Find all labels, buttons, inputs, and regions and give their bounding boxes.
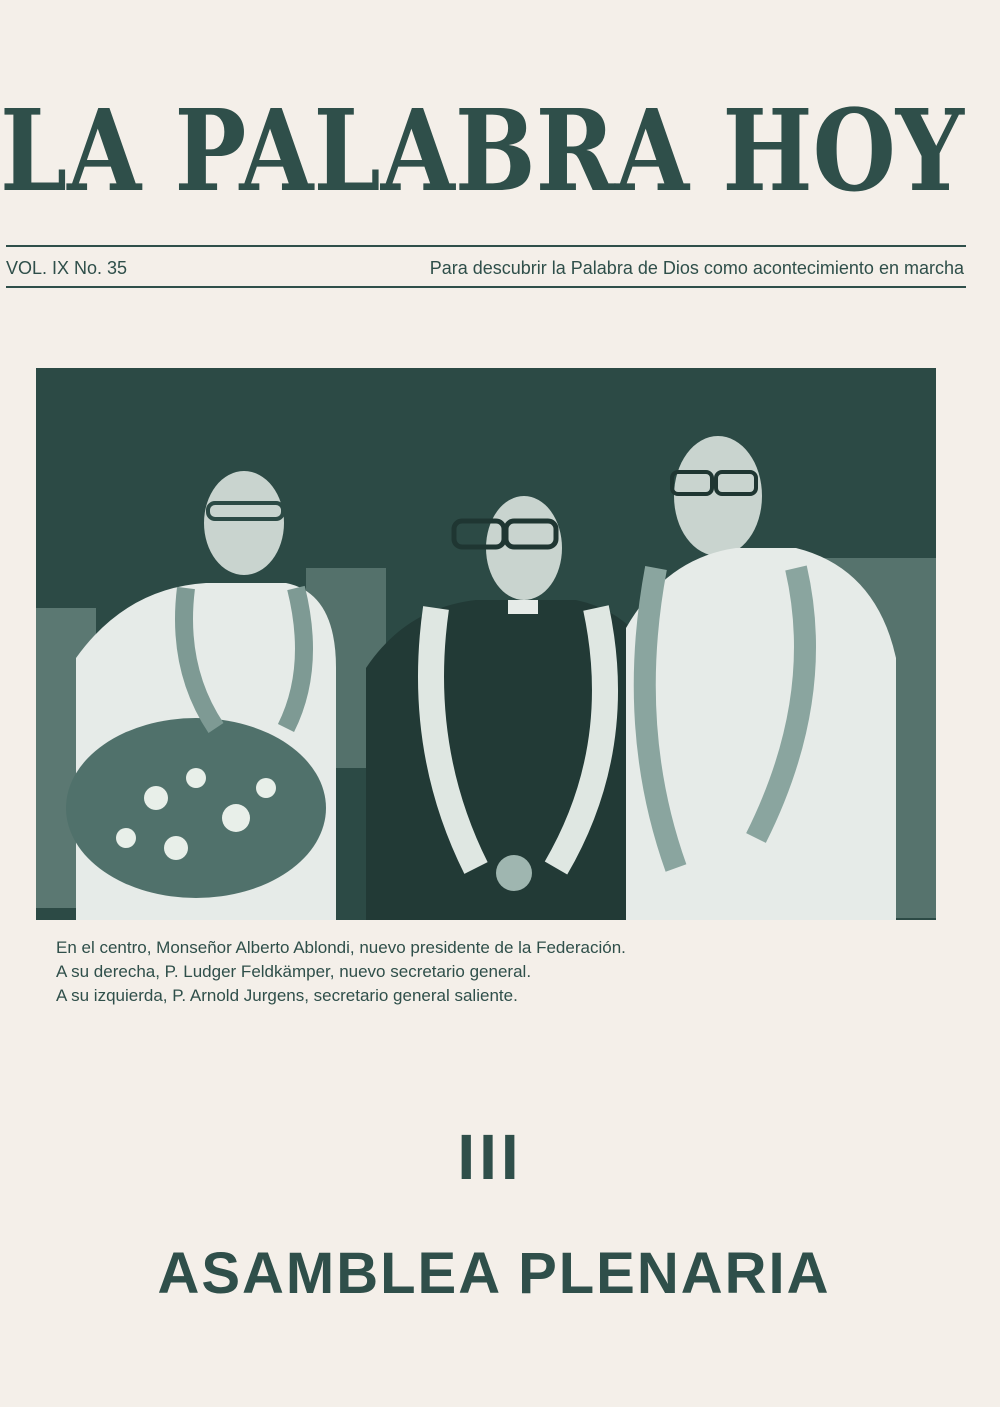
masthead	[0, 98, 968, 208]
caption-line: A su izquierda, P. Arnold Jurgens, secretario general saliente.	[56, 986, 518, 1005]
assembly-numeral: III	[457, 1121, 523, 1193]
photo-illustration	[36, 368, 936, 920]
masthead-title-graphic	[0, 98, 968, 208]
bottom-rule	[6, 286, 966, 288]
tagline: Para descubrir la Palabra de Dios como acontecimiento en marcha	[429, 257, 964, 278]
assembly-title: ASAMBLEA PLENARIA	[157, 1241, 831, 1306]
info-bar	[6, 254, 964, 282]
photo-caption	[56, 936, 916, 1008]
caption-line: En el centro, Monseñor Alberto Ablondi, nuevo presidente de la Federación.	[56, 938, 626, 957]
volume-label: VOL. IX No. 35	[6, 257, 128, 278]
cover-photo	[36, 368, 936, 920]
caption-line: A su derecha, P. Ludger Feldkämper, nuevo secretario general.	[56, 962, 532, 981]
top-rule	[6, 245, 966, 247]
masthead-title: LA PALABRA HOY	[0, 98, 965, 208]
